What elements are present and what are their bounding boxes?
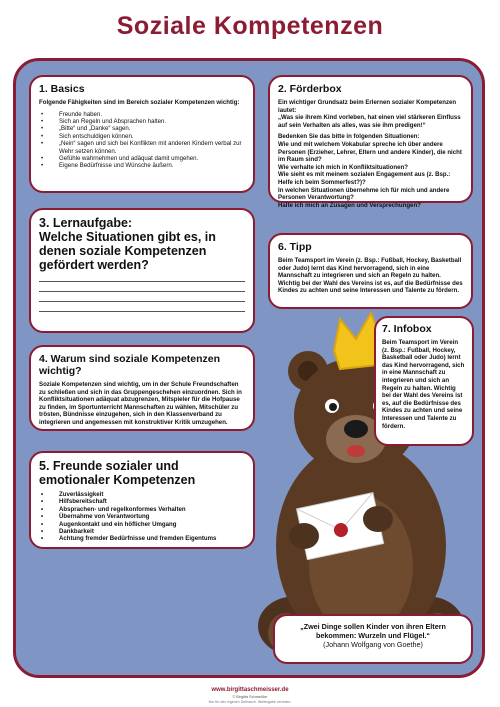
- list-item: • Absprachen- und regelkonformes Verhalten: [39, 506, 245, 513]
- list-item: • Achtung fremder Bedürfnisse und fremden Eigentums: [39, 535, 245, 542]
- foerderbox-heading: 2. Förderbox: [278, 83, 342, 95]
- foerderbox-principle: „Was sie ihrem Kind vorleben, hat einen viel stärkeren Einfluss auf sein Verhalten als alles, was sie ihm predigen!“: [278, 114, 461, 129]
- footer-url-link[interactable]: www.birgittaschmeisser.de: [211, 687, 289, 693]
- quote-box: [273, 614, 473, 664]
- list-item: • Übernahme von Verantwortung: [39, 513, 245, 520]
- quote-text: „Zwei Dinge sollen Kinder von ihren Eltern bekommen: Wurzeln und Flügel.“: [300, 622, 446, 640]
- list-item: • „Bitte“ und „Danke“ sagen.: [39, 125, 245, 132]
- list-item: • Augenkontakt und ein höflicher Umgang: [39, 521, 245, 528]
- foerderbox-question: In welchen Situationen übernehme ich für mich und andere Personen Verantwortung?: [278, 186, 450, 202]
- infobox-text: Beim Teamsport im Verein (z. Bsp.: Fußball, Hockey, Basketball oder Judo) lernt das Kind hervorragend, sich in eine Mannschaft zu integrieren und sich an Regeln zu halten. Wichtig bei der Wahl des Vereins ist es, auf die Bedürfnisse des Kindes zu achten und seine Interessen und Talente zu fördern.: [382, 339, 465, 430]
- foerderbox-questions-intro: Bedenken Sie das bitte in folgenden Situationen:: [278, 133, 420, 141]
- foerderbox-question: Wie verhalte ich mich in Konfliktsituationen?: [278, 163, 408, 171]
- answer-line[interactable]: [39, 311, 245, 312]
- answer-line[interactable]: [39, 301, 245, 302]
- basics-box: [29, 75, 255, 193]
- lernaufgabe-box: [29, 208, 255, 333]
- list-item: • Gefühle wahrnehmen und adäquat damit umgehen.: [39, 155, 245, 162]
- basics-list: [39, 111, 245, 170]
- freunde-box: [29, 451, 255, 549]
- freunde-list: [39, 491, 245, 543]
- footer-copyright: © Birgitta Schmeißer: [232, 695, 268, 699]
- tipp-box: [268, 233, 473, 309]
- answer-line[interactable]: [39, 291, 245, 292]
- list-item: • Sich an Regeln und Absprachen halten.: [39, 118, 245, 125]
- page-title: Soziale Kompetenzen: [116, 12, 384, 40]
- foerderbox-box: [268, 75, 473, 209]
- warum-heading: 4. Warum sind soziale Kompetenzen wichtig?: [39, 353, 221, 377]
- freunde-heading: 5. Freunde sozialer und emotionaler Kompetenzen: [39, 459, 196, 487]
- foerderbox-question: Wie und mit welchem Vokabular spreche ich über andere Personen (Erzieher, Lehrer, Eltern und andere Kinder), die nicht im Raum sind?: [278, 140, 462, 164]
- infobox-heading: 7. Infobox: [382, 323, 432, 335]
- warum-text: Soziale Kompetenzen sind wichtig, um in der Schule Freundschaften zu schließen und sich in das Gruppengeschehen einzuordnen. Sich in Konfliktsituationen adäquat abzugrenzen, Mitspieler für die Hofpause zu finden, im Sportunterricht Mannschaften zu wählen, Mitschüler zu trösten, Bündnisse einzugehen, sich in den Klassenverband zu integrieren und angemessen mit konstruktiver Kritik umzugehen.: [39, 381, 242, 426]
- list-item: • Eigene Bedürfnisse und Wünsche äußern.: [39, 162, 245, 169]
- content-panel: [13, 58, 485, 678]
- lernaufgabe-question: Welche Situationen gibt es, in denen soziale Kompetenzen gefördert werden?: [39, 230, 216, 272]
- list-item: • Sich entschuldigen können.: [39, 133, 245, 140]
- tipp-heading: 6. Tipp: [278, 241, 312, 253]
- foerderbox-intro: Ein wichtiger Grundsatz beim Erlernen sozialer Kompetenzen lautet:: [278, 99, 457, 114]
- infobox-box: [374, 316, 474, 446]
- answer-line[interactable]: [39, 281, 245, 282]
- basics-intro: Folgende Fähigkeiten sind im Bereich sozialer Kompetenzen wichtig:: [39, 99, 240, 106]
- lernaufgabe-heading: 3. Lernaufgabe:: [39, 216, 133, 230]
- list-item: • Dankbarkeit: [39, 528, 245, 535]
- tipp-text: Beim Teamsport im Verein (z. Bsp.: Fußball, Hockey, Basketball oder Judo) lernt das Kind hervorragend, sich in eine Mannschaft zu integrieren und sich an Regeln zu halten. Wichtig bei der Wahl des Vereins ist es, auf die Bedürfnisse des Kindes zu achten und seine Interessen und Talente zu fördern.: [278, 257, 463, 295]
- foerderbox-question: Wie sieht es mit meinem sozialen Engagement aus (z. Bsp.: Helfe ich beim Sommerfest?)?: [278, 171, 451, 186]
- foerderbox-question: Halte ich mich an Zusagen und Versprechungen?: [278, 201, 421, 209]
- list-item: • Hilfsbereitschaft: [39, 498, 245, 505]
- list-item: • „Nein“ sagen und sich bei Konflikten mit anderen Kindern verbal zur Wehr setzen können.: [39, 140, 245, 155]
- list-item: • Zuverlässigkeit: [39, 491, 245, 498]
- list-item: • Freunde haben.: [39, 111, 245, 118]
- basics-heading: 1. Basics: [39, 83, 85, 95]
- quote-author: (Johann Wolfgang von Goethe): [323, 640, 423, 649]
- warum-box: [29, 345, 255, 431]
- footer-note: Nur für den eigenen Gebrauch. Weitergabe verboten.: [208, 700, 292, 704]
